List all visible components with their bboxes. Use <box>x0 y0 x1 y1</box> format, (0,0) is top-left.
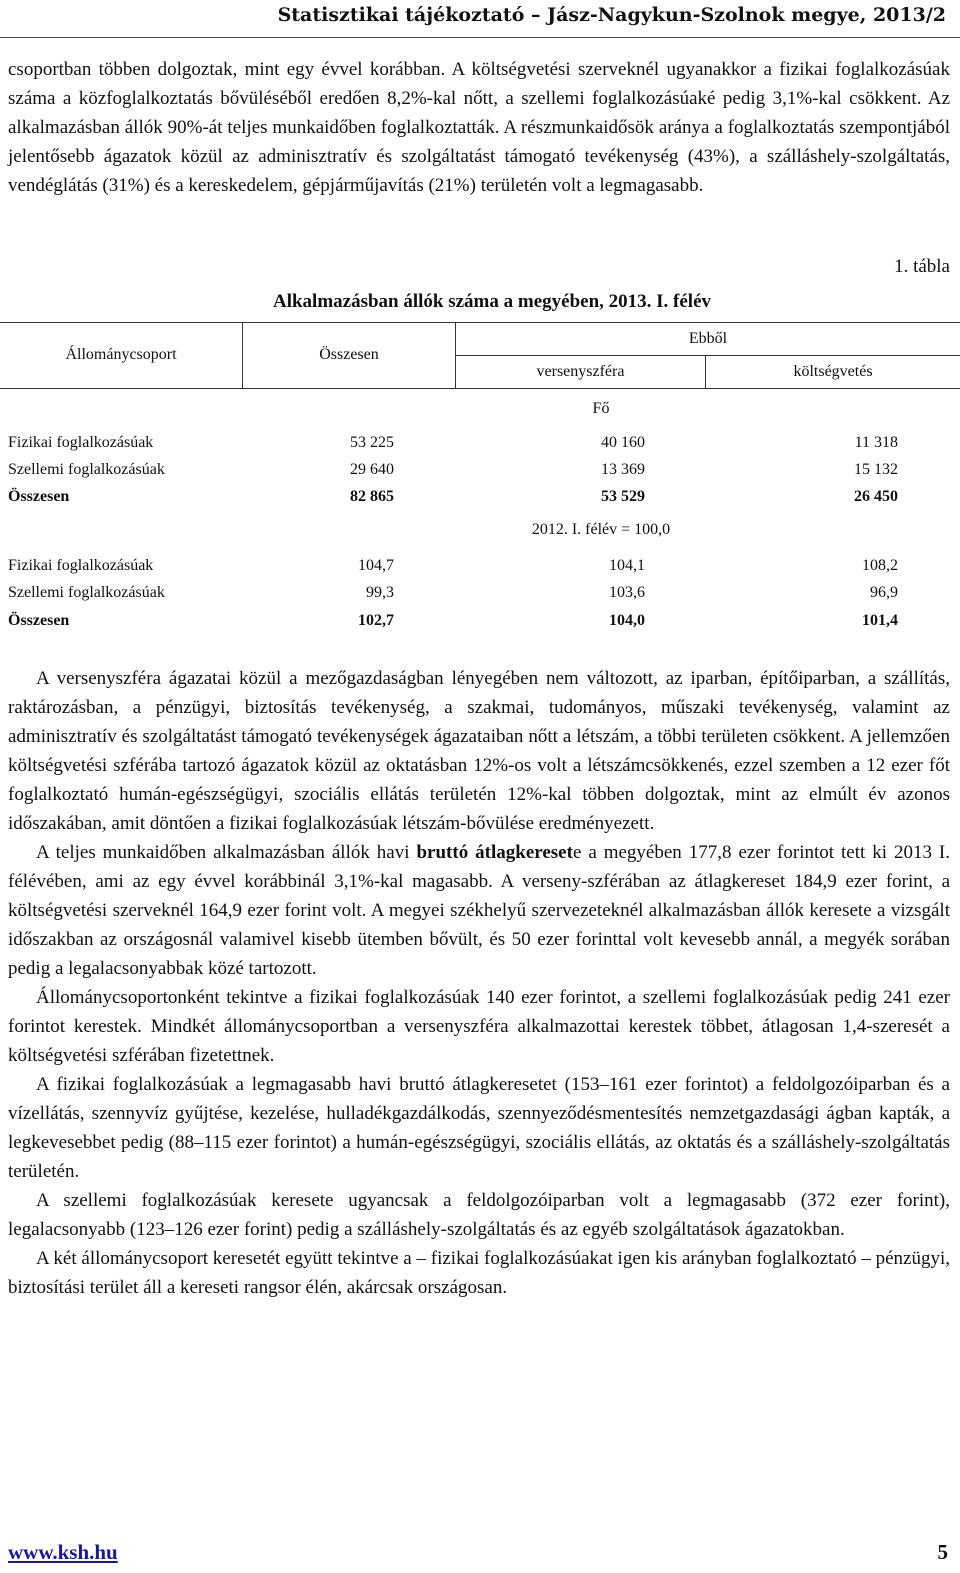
table-title: Alkalmazásban állók száma a megyében, 2013. I. félév <box>272 291 712 312</box>
header-osszesen: Összesen <box>319 346 379 363</box>
page-header-title: Statisztikai tájékoztató – Jász-Nagykun-Szolnok megye, 2013/2 <box>277 4 946 26</box>
footer-ksh-link[interactable]: www.ksh.hu <box>8 1540 118 1564</box>
cell-competitive: 40 160 <box>601 434 645 451</box>
cell-budget: 11 318 <box>854 434 898 451</box>
cell-budget: 101,4 <box>862 612 898 629</box>
header-versenyszfera: versenyszféra <box>536 363 625 380</box>
header-ebbol: Ebből <box>688 330 728 347</box>
header-divider <box>0 37 960 38</box>
header-allomanycsoport: Állománycsoport <box>65 346 177 363</box>
employment-table <box>0 322 960 642</box>
cell-total: 29 640 <box>350 461 394 478</box>
row-label: Összesen <box>8 612 70 629</box>
cell-competitive: 104,0 <box>609 612 645 629</box>
body-text <box>8 664 950 1302</box>
cell-competitive: 13 369 <box>601 461 645 478</box>
paragraph-text: A teljes munkaidőben alkalmazásban állók havi <box>36 842 417 863</box>
cell-total: 53 225 <box>350 434 394 451</box>
header-koltsegvetes: költségvetés <box>793 363 873 380</box>
row-label: Fizikai foglalkozásúak <box>8 434 154 451</box>
paragraph-text: A szellemi foglalkozásúak keresete ugyancsak a feldolgozóiparban volt a legmagasabb (372 ezer forint), legalacsonyabb (123–126 ezer forint) pedig a szálláshely-szolgáltatás és az egyéb szolgáltatások ágazatokban. <box>8 1190 950 1240</box>
row-label: Szellemi foglalkozásúak <box>8 584 165 601</box>
body-paragraph-4 <box>8 1070 950 1186</box>
cell-total: 99,3 <box>366 584 394 601</box>
paragraph-text: A fizikai foglalkozásúak a legmagasabb havi bruttó átlagkeresetet (153–161 ezer forintot) a feldolgozóiparban és a vízellátás, szennyvíz gyűjtése, kezelése, hulladékgazdálkodás, szennyeződésmentesítés nemzetgazdasági ágban kapták, a legkevesebbet pedig (88–115 ezer forintot) a humán-egészségügyi, szociális ellátás, az oktatás és a szálláshely-szolgáltatás területén. <box>8 1074 950 1182</box>
body-paragraph-3 <box>8 983 950 1070</box>
cell-total: 104,7 <box>358 557 394 574</box>
bold-term-brutto-atlagkereset: bruttó átlagkereset <box>416 842 573 863</box>
cell-budget: 108,2 <box>862 557 898 574</box>
cell-competitive: 104,1 <box>609 557 645 574</box>
paragraph-text: e a megyében 177,8 ezer forintot tett ki 2013 I. félévében, ami az egy évvel korábbinál 3,1%-kal magasabb. A verseny-szférában az átlagkereset 184,9 ezer forint, a költségvetési szerveknél 164,9 ezer forint volt. A megyei székhelyű szervezeteknél alkalmazásban állók keresete a vizsgált időszakban az országosnál valamivel kisebb ütemben bővült, és 50 ezer forinttal volt kevesebb annál, a megyék sorában pedig a legalacsonyabbak közé tartozott. <box>8 842 950 979</box>
row-label: Szellemi foglalkozásúak <box>8 461 165 478</box>
table-label: 1. tábla <box>894 256 950 277</box>
paragraph-text: Állománycsoportonként tekintve a fizikai foglalkozásúak 140 ezer forintot, a szellemi foglalkozásúak pedig 241 ezer forintot kerestek. Mindkét állománycsoportban a versenyszféra alkalmazottai kerestek többet, átlagosan 1,4-szeresét a költségvetési szférában fizetettnek. <box>8 987 950 1066</box>
body-paragraph-2 <box>8 838 950 983</box>
row-label: Összesen <box>8 488 70 505</box>
paragraph-text: A két állománycsoport keresetét együtt tekintve a – fizikai foglalkozásúakat igen kis arányban foglalkoztató – pénzügyi, biztosítási terület áll a kereseti rangsor élén, akárcsak országosan. <box>8 1248 950 1298</box>
ebbol-underline <box>455 355 960 356</box>
table-header-bottom-rule <box>0 388 960 389</box>
cell-competitive: 103,6 <box>609 584 645 601</box>
cell-competitive: 53 529 <box>601 488 645 505</box>
row-label: Fizikai foglalkozásúak <box>8 557 154 574</box>
page-number: 5 <box>937 1540 948 1564</box>
body-paragraph-6 <box>8 1244 950 1302</box>
cell-budget: 96,9 <box>870 584 898 601</box>
cell-total: 82 865 <box>350 488 394 505</box>
section-unit-fo: Fő <box>592 400 610 417</box>
table-top-rule <box>0 322 960 323</box>
paragraph-text: A versenyszféra ágazatai közül a mezőgazdaságban lényegében nem változott, az iparban, építőiparban, a szállítás, raktározásban, a pénzügyi, biztosítás tevékenység, a szakmai, tudományos, műszaki tevékenység, valamint az adminisztratív és szolgáltatást támogató tevékenységek ágazataiban nőtt a létszám, a többi területen csökkent. A jellemzően költségvetési szférába tartozó ágazatok közül az oktatásban 12%-os volt a létszámcsökkenés, ezzel szemben a 12 ezer főt foglalkoztató humán-egészségügyi, szociális ellátás területén 12%-kal többen dolgoztak, mint az elmúlt év azonos időszakában, amit döntően a fizikai foglalkozásúak létszám-bővülése eredményezett. <box>8 668 950 834</box>
body-paragraph-5 <box>8 1186 950 1244</box>
cell-budget: 26 450 <box>854 488 898 505</box>
cell-budget: 15 132 <box>854 461 898 478</box>
intro-paragraph: csoportban többen dolgoztak, mint egy évvel korábban. A költségvetési szerveknél ugyanakkor a fizikai foglalkozásúak száma a közfoglalkoztatás bővüléséből eredően 8,2%-kal nőtt, a szellemi foglalkozásúaké pedig 3,1%-kal csökkent. Az alkalmazásban állók 90%-át teljes munkaidőben foglalkoztatták. A részmunkaidősök aránya a foglalkoztatás szempontjából jelentősebb ágazatok közül az adminisztratív és szolgáltatást támogató tevékenység (43%), a szálláshely-szolgáltatás, vendéglátás (31%) és a kereskedelem, gépjárműjavítás (21%) területén volt a legmagasabb. <box>8 59 950 196</box>
body-paragraph-1 <box>8 664 950 838</box>
section-unit-index: 2012. I. félév = 100,0 <box>531 521 671 538</box>
cell-total: 102,7 <box>358 612 394 629</box>
